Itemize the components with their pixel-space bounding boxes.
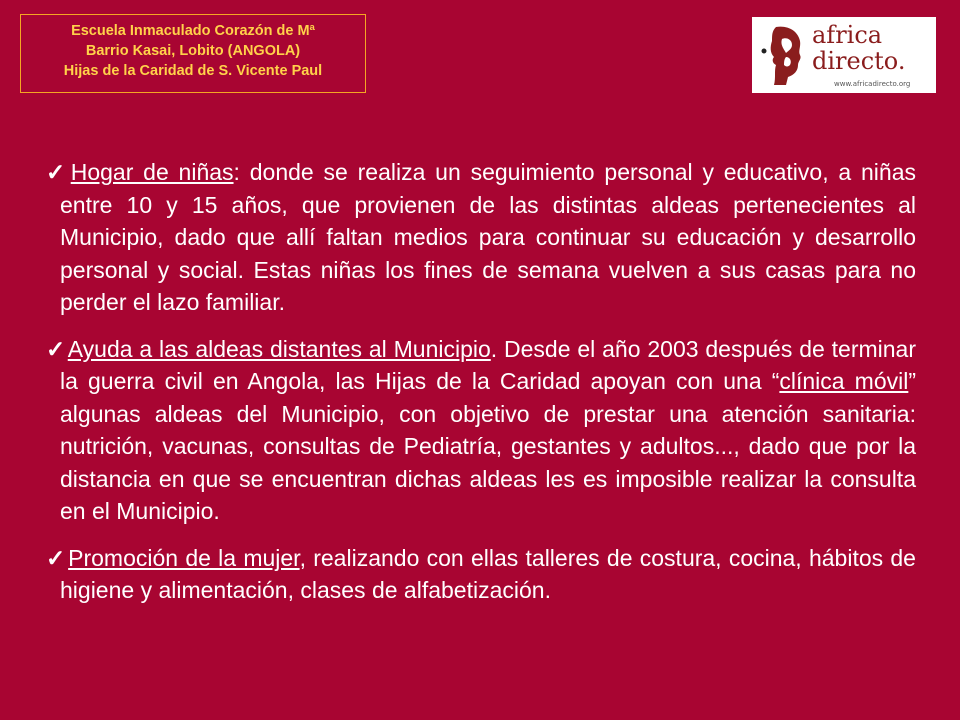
item-colon: : bbox=[233, 159, 240, 185]
item-title-promocion: Promoción de la mujer bbox=[68, 544, 300, 571]
item-text-ayuda-b: ” algunas aldeas del Municipio, con objetivo de prestar una atención sanitaria: nutrición, vacunas, consultas de Pediatría, gestantes y adultos..., dado que por la distancia en que se encuentran dichas aldeas les es imposible realizar la consulta en el Municipio. bbox=[60, 368, 917, 524]
list-item-ayuda bbox=[46, 333, 917, 528]
check-icon: ✓ bbox=[46, 159, 69, 185]
school-header bbox=[20, 14, 366, 93]
logo-wordmark bbox=[812, 23, 905, 73]
list-item-promocion bbox=[46, 542, 916, 607]
check-icon: ✓ bbox=[46, 544, 67, 571]
item-text-ayuda-a: . Desde el año 2003 después de terminar la guerra civil en Angola, las Hijas de la Caridad apoyan con una “ bbox=[60, 335, 916, 394]
item-text-promocion: , realizando con ellas talleres de costura, cocina, hábitos de higiene y alimentación, clases de alfabetización. bbox=[60, 544, 916, 603]
logo-word-directo: directo. bbox=[812, 47, 906, 75]
logo-word-africa: africa bbox=[812, 21, 883, 49]
list-item-hogar bbox=[46, 156, 916, 319]
header-line-3: Hijas de la Caridad de S. Vicente Paul bbox=[63, 63, 323, 79]
header-line-1: Escuela Inmaculado Corazón de Mª bbox=[71, 23, 315, 39]
check-icon: ✓ bbox=[46, 335, 66, 362]
africa-directo-logo bbox=[752, 17, 936, 93]
item-emphasis-clinica: clínica móvil bbox=[779, 368, 909, 394]
logo-url: www.africadirecto.org bbox=[834, 80, 911, 88]
face-profile-icon bbox=[758, 23, 810, 87]
item-title-hogar: Hogar de niñas bbox=[70, 159, 234, 185]
item-text-hogar: donde se realiza un seguimiento personal y educativo, a niñas entre 10 y 15 años, que provienen de las distintas aldeas pertenecientes al Municipio, dado que allí faltan medios para continuar su educación y desarrollo personal y social. Estas niñas los fines de semana vuelven a sus casas para no perder el lazo familiar. bbox=[60, 159, 916, 315]
header-line-2: Barrio Kasai, Lobito (ANGOLA) bbox=[85, 43, 301, 59]
item-title-ayuda: Ayuda a las aldeas distantes al Municipio bbox=[67, 335, 491, 362]
activities-list bbox=[46, 156, 917, 607]
